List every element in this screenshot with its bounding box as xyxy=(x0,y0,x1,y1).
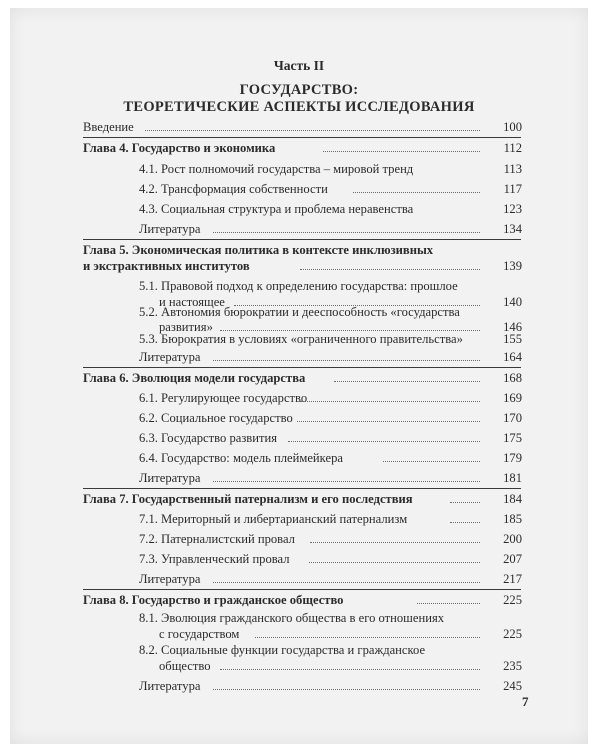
toc-page: 146 xyxy=(503,320,522,334)
toc-entry-ch8[interactable] xyxy=(10,590,588,610)
toc-entry-8-2-cont[interactable] xyxy=(10,656,588,676)
toc-page: 235 xyxy=(503,659,522,673)
toc-entry-intro[interactable] xyxy=(10,117,588,137)
toc-entry-ch4[interactable] xyxy=(10,138,588,158)
chapter-title: Глава 4. Государство и экономика xyxy=(83,141,276,155)
leader-dots xyxy=(300,269,480,270)
toc-page: 134 xyxy=(503,222,522,236)
toc-page: 155 xyxy=(503,332,522,346)
leader-dots xyxy=(213,360,480,361)
leader-dots xyxy=(145,130,480,131)
toc-label: Литература xyxy=(139,350,201,364)
leader-dots xyxy=(309,562,480,563)
toc-label: 4.3. Социальная структура и проблема неравенства xyxy=(139,202,414,216)
leader-dots xyxy=(213,481,480,482)
leader-dots xyxy=(300,401,480,402)
toc-label: Литература xyxy=(139,572,201,586)
toc-label: 7.3. Управленческий провал xyxy=(139,552,290,566)
chapter-title: Глава 7. Государственный патернализм и его последствия xyxy=(83,492,413,506)
chapter-title: Глава 6. Эволюция модели государства xyxy=(83,371,306,385)
toc-entry-6-4[interactable] xyxy=(10,448,588,468)
toc-page: 140 xyxy=(503,295,522,309)
toc-entry-7-3[interactable] xyxy=(10,549,588,569)
toc-page: 123 xyxy=(503,202,522,216)
toc-page: 170 xyxy=(503,411,522,425)
leader-dots xyxy=(353,192,480,193)
toc-label: 6.3. Государство развития xyxy=(139,431,278,445)
toc-entry-7-2[interactable] xyxy=(10,529,588,549)
toc-label: 8.2. Социальные функции государства и гражданское xyxy=(139,643,426,657)
title-line-2: ТЕОРЕТИЧЕСКИЕ АСПЕКТЫ ИССЛЕДОВАНИЯ xyxy=(123,99,475,115)
chapter-title: Глава 8. Государство и гражданское общество xyxy=(83,593,344,607)
toc-entry-4-lit[interactable] xyxy=(10,219,588,239)
toc-label: 5.1. Правовой подход к определению государства: прошлое xyxy=(139,279,458,293)
toc-label: 4.1. Рост полномочий государства – мировой тренд xyxy=(139,162,414,176)
toc-label: 5.2. Автономия бюрократии и дееспособность «государства xyxy=(139,305,460,319)
leader-dots xyxy=(417,603,480,604)
title-line-1: ГОСУДАРСТВО: xyxy=(239,82,359,98)
toc-label: 6.4. Государство: модель плеймейкера xyxy=(139,451,343,465)
toc-page: 139 xyxy=(503,259,522,273)
toc-entry-6-lit[interactable] xyxy=(10,468,588,488)
toc-entry-8-lit[interactable] xyxy=(10,676,588,696)
toc-page: 245 xyxy=(503,679,522,693)
chapter-title: и экстрактивных институтов xyxy=(83,259,250,273)
toc-label: 7.2. Патерналистский провал xyxy=(139,532,295,546)
toc-entry-6-2[interactable] xyxy=(10,408,588,428)
toc-entry-4-2[interactable] xyxy=(10,179,588,199)
toc-label: 7.1. Мериторный и либертарианский патернализм xyxy=(139,512,408,526)
leader-dots xyxy=(213,689,480,690)
toc-page: 100 xyxy=(503,120,522,134)
part-heading: Часть II xyxy=(273,58,325,73)
leader-dots xyxy=(310,542,480,543)
toc-entry-6-3[interactable] xyxy=(10,428,588,448)
toc-label: общество xyxy=(159,659,211,673)
leader-dots xyxy=(255,637,480,638)
leader-dots xyxy=(450,522,480,523)
toc-entry-ch7[interactable] xyxy=(10,489,588,509)
leader-dots xyxy=(220,669,480,670)
leader-dots xyxy=(213,232,480,233)
toc-page: 179 xyxy=(503,451,522,465)
toc-label: 6.2. Социальное государство xyxy=(139,411,293,425)
toc-page: 185 xyxy=(503,512,522,526)
toc-page: 225 xyxy=(503,627,522,641)
toc-page: 164 xyxy=(503,350,522,364)
toc-label: Литература xyxy=(139,471,201,485)
toc-page: 175 xyxy=(503,431,522,445)
toc-page: 113 xyxy=(503,162,522,176)
toc-page: 225 xyxy=(503,593,522,607)
book-page xyxy=(10,8,588,744)
chapter-title: Глава 5. Экономическая политика в контексте инклюзивных xyxy=(83,243,434,257)
toc-label: 8.1. Эволюция гражданского общества в его отношениях xyxy=(139,611,445,625)
toc-page: 112 xyxy=(503,141,522,155)
toc-page: 217 xyxy=(503,572,522,586)
toc-page: 181 xyxy=(503,471,522,485)
leader-dots xyxy=(323,151,480,152)
leader-dots xyxy=(297,421,480,422)
toc-entry-6-1[interactable] xyxy=(10,388,588,408)
toc-page: 117 xyxy=(503,182,522,196)
toc-label: и настоящее xyxy=(159,295,225,309)
toc-page: 169 xyxy=(503,391,522,405)
toc-page: 200 xyxy=(503,532,522,546)
toc-label: Литература xyxy=(139,222,201,236)
leader-dots xyxy=(213,582,480,583)
toc-label: развития» xyxy=(159,320,213,334)
toc-entry-4-3[interactable] xyxy=(10,199,588,219)
toc-entry-7-lit[interactable] xyxy=(10,569,588,589)
toc-label: Введение xyxy=(83,120,134,134)
leader-dots xyxy=(334,381,480,382)
toc-entry-ch5-cont[interactable] xyxy=(10,256,588,276)
toc-label: с государством xyxy=(159,627,240,641)
leader-dots xyxy=(288,441,480,442)
leader-dots xyxy=(450,502,480,503)
toc-entry-ch6[interactable] xyxy=(10,368,588,388)
toc-entry-5-3[interactable] xyxy=(10,329,588,349)
page-number: 7 xyxy=(522,694,529,709)
toc-entry-7-1[interactable] xyxy=(10,509,588,529)
toc-label: 4.2. Трансформация собственности xyxy=(139,182,328,196)
toc-label: 5.3. Бюрократия в условиях «ограниченного правительства» xyxy=(139,332,463,346)
leader-dots xyxy=(383,461,480,462)
toc-page: 207 xyxy=(503,552,522,566)
toc-label: Литература xyxy=(139,679,201,693)
toc-page: 184 xyxy=(503,492,522,506)
toc-label: 6.1. Регулирующее государство xyxy=(139,391,308,405)
toc-entry-5-lit[interactable] xyxy=(10,347,588,367)
toc-entry-4-1[interactable] xyxy=(10,159,588,179)
toc-page: 168 xyxy=(503,371,522,385)
